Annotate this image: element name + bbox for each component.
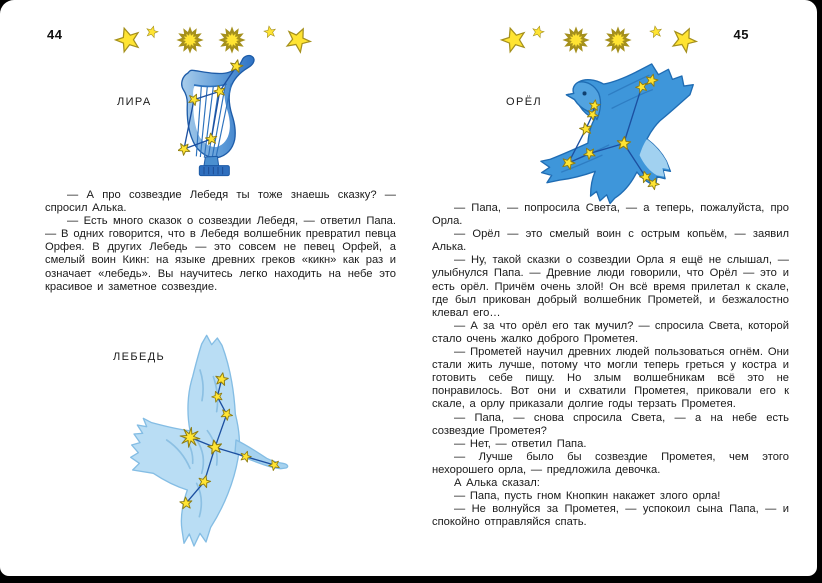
star-decoration-row: [112, 20, 318, 56]
page-number: 45: [733, 27, 749, 42]
star-large-icon: [283, 24, 314, 54]
star-small-icon: [263, 25, 276, 38]
paragraph: — Не волнуйся за Прометея, — успокоил сына Папа, — и спокойно отправляйся спать.: [432, 503, 789, 529]
paragraph: — Нет, — ответил Папа.: [454, 437, 587, 450]
star-small-icon: [531, 25, 545, 38]
star-large-icon: [113, 25, 142, 54]
star-decoration-icons: [112, 20, 318, 56]
constellation-label-lyra: ЛИРА: [117, 96, 152, 108]
paragraph: — Папа, пусть гном Кнопкин накажет злого орла!: [454, 490, 721, 503]
aquila-illustration: [508, 44, 800, 206]
paragraph: — Папа, — снова спросила Света, — а на небе есть созвездие Прометея?: [432, 411, 789, 437]
lyra-illustration: [178, 53, 288, 198]
cygnus-illustration: [100, 330, 400, 560]
star-burst-icon: [180, 30, 201, 51]
paragraph: — Лучше было бы созвездие Прометея, чем этого нехорошего орла, — предложила девочка.: [432, 450, 789, 476]
eagle-body: [541, 64, 693, 204]
story-text-right: [432, 202, 789, 529]
page-number: 44: [47, 27, 63, 42]
star-small-icon: [145, 25, 159, 38]
paragraph: — А за что орёл его так мучил? — спросила Света, которой стало очень жалко доброго Прометея.: [432, 319, 789, 345]
paragraph: А Алька сказал:: [454, 476, 540, 489]
paragraph: — Ну, такой сказки о созвездии Орла я ещё не слышал, — улыбнулся Папа. — Древние люди говорили, что Орёл — это и есть орёл. Причём очень злой! Он всё время прилетал к скале, где был прикован добрый волшебник Прометей, и безжалостно клевал его…: [432, 254, 789, 319]
eagle-eye: [583, 91, 587, 95]
constellation-label-aquila: ОРЁЛ: [506, 96, 543, 108]
lyre-stem: [204, 156, 219, 165]
constellation-label-cygnus: ЛЕБЕДЬ: [113, 351, 166, 363]
paragraph: — Есть много сказок о созвездии Лебедя, — ответил Папа. — В одних говорится, что в Лебедя волшебник превратил певца Орфея. В других Лебедь — это совсем не певец Орфей, а смелый воин Кикн: на языке древних греков «кикн» как раз и означает «лебедь». Вы научитесь легко находить на небе это красивое и заметное созвездие.: [45, 215, 396, 293]
star-burst-icon: [222, 30, 243, 51]
paragraph: — Папа, — попросила Света, — а теперь, пожалуйста, про Орла.: [432, 202, 789, 228]
paragraph: — Орёл — это смелый воин с острым копьём, — заявил Алька.: [432, 228, 789, 254]
star-small-icon: [649, 25, 662, 38]
paragraph: — Прометей научил древних людей пользоваться огнём. Они стали жить лучше, потому что могли теперь греться у костра и готовить себе пищу. Но злым волшебникам всё это не понравилось. Вот они и схватили Прометея, приковали его к скале, а орлу приказали долгие годы терзать Прометея.: [432, 346, 789, 411]
story-text-left: [45, 189, 396, 294]
paragraph: — А про созвездие Лебедя ты тоже знаешь сказку? — спросил Алька.: [45, 189, 396, 215]
